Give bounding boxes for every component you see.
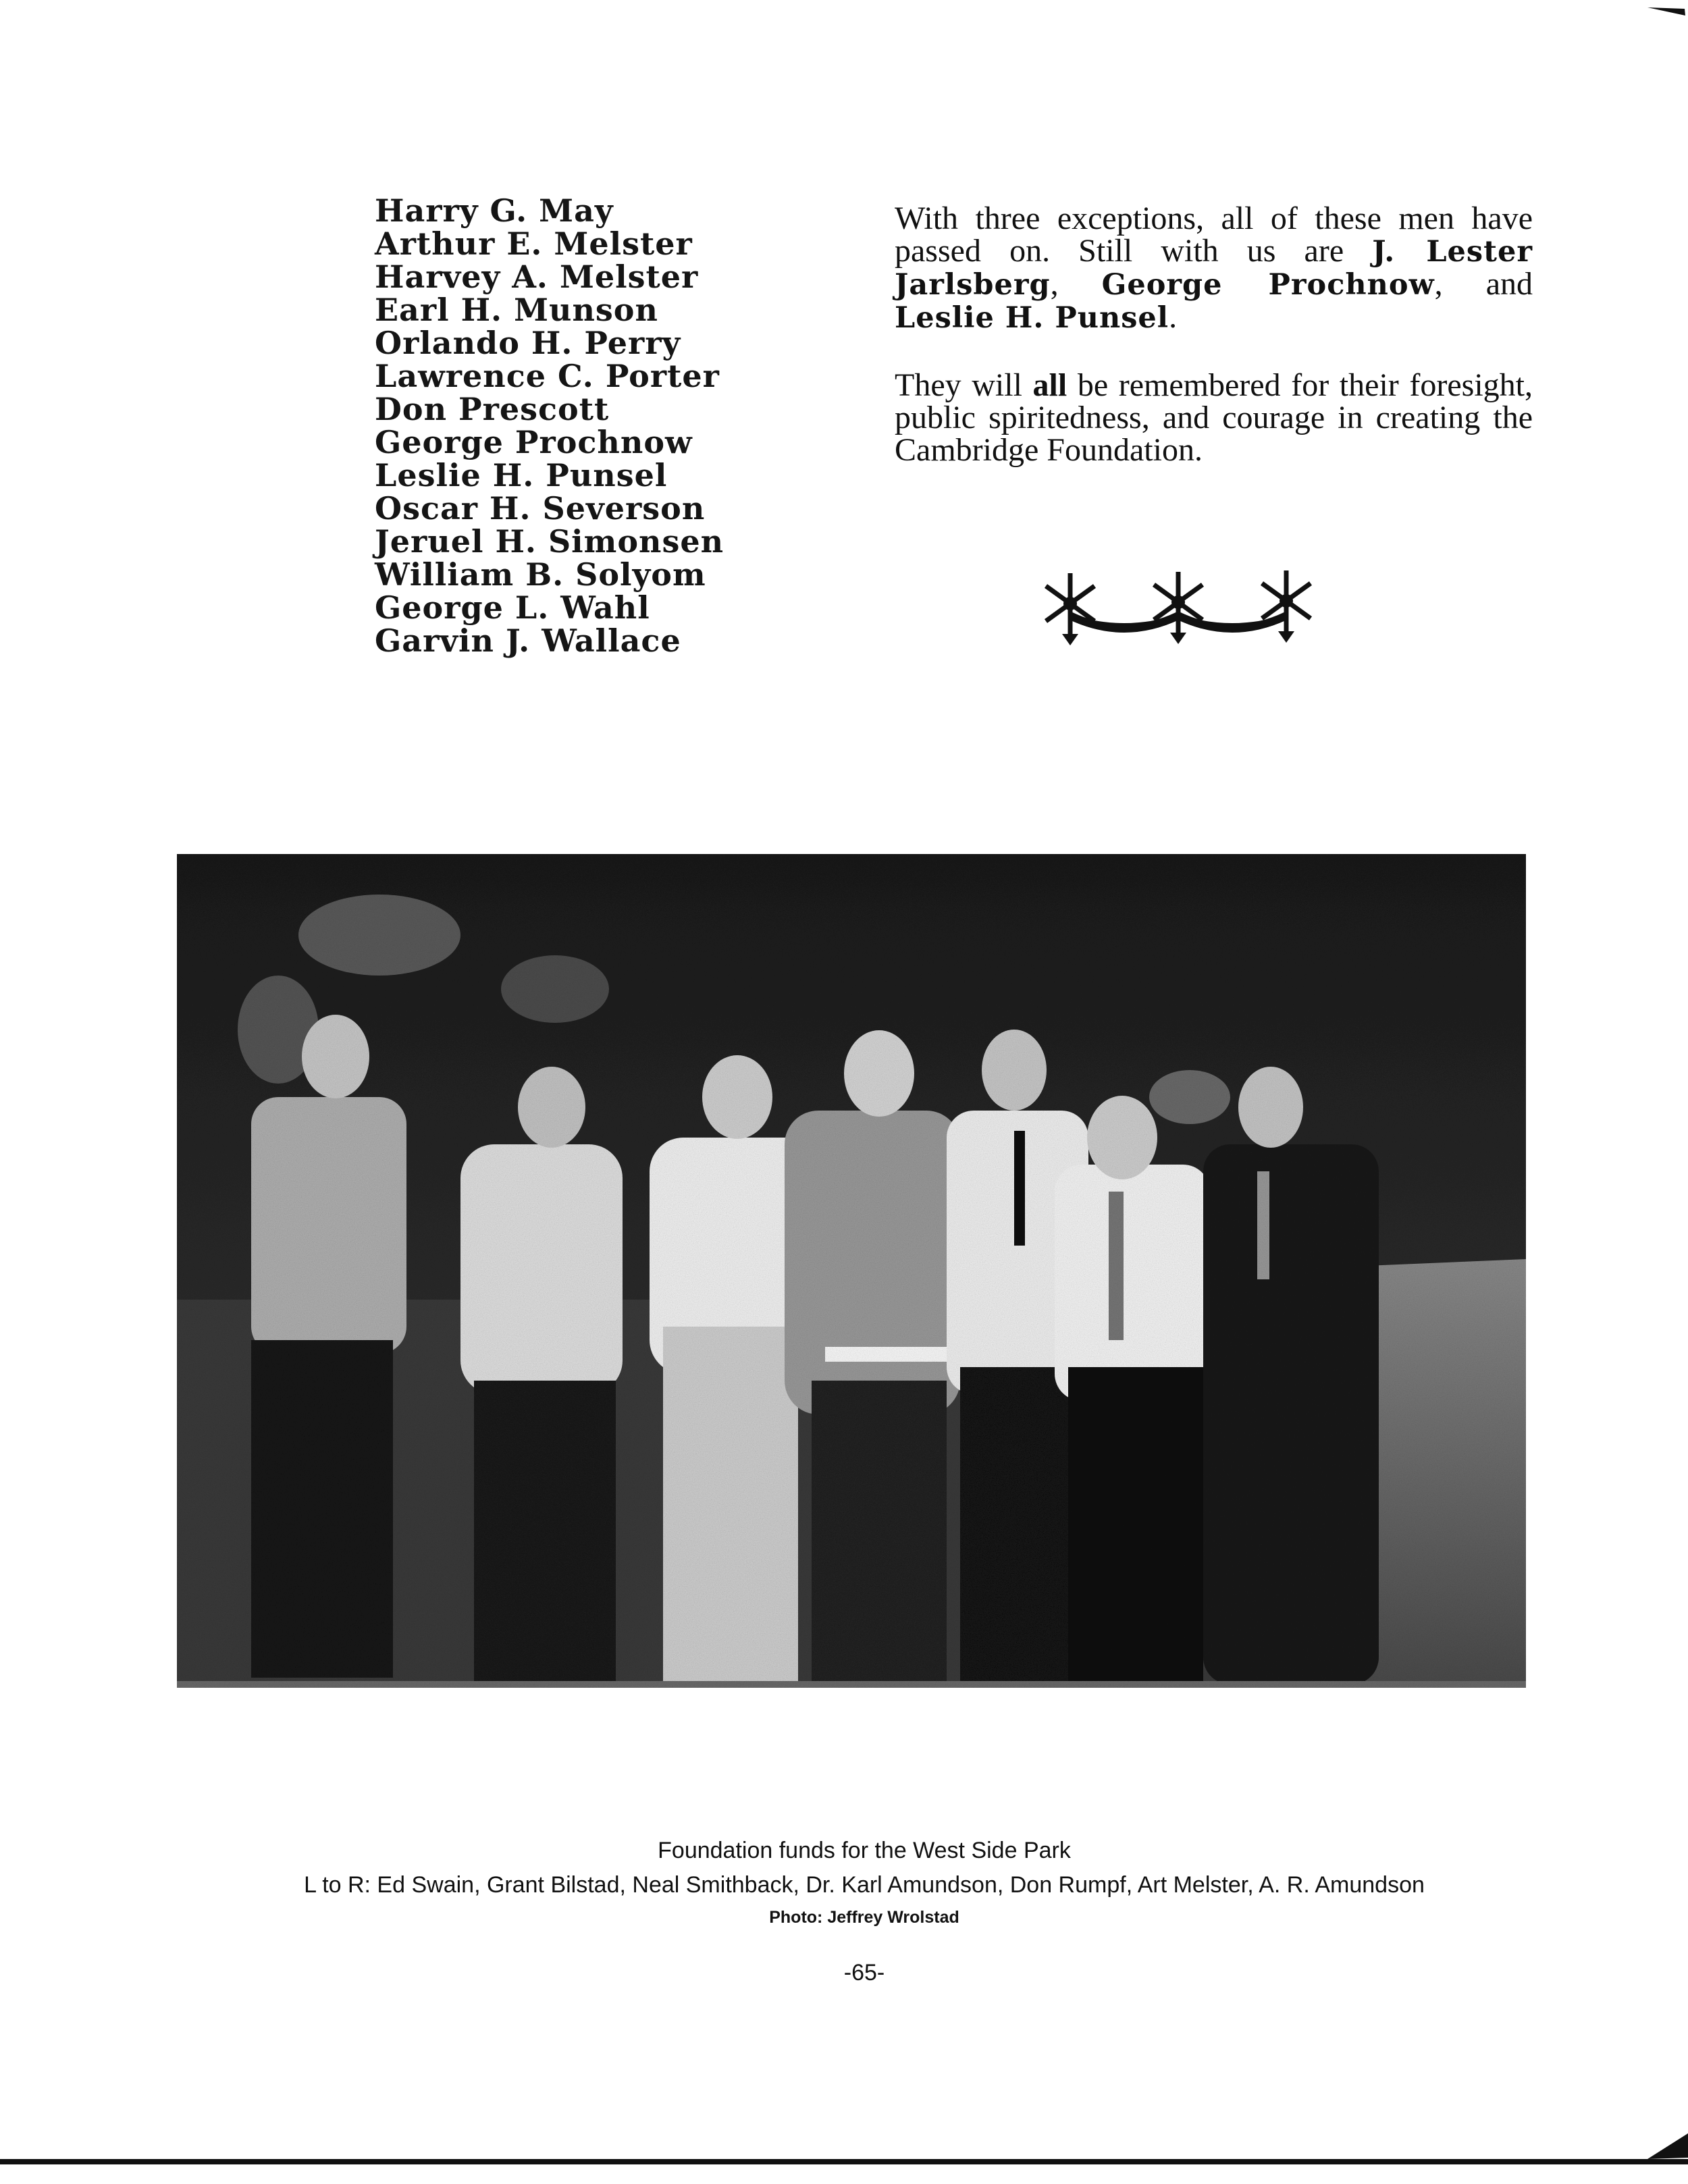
group-photograph <box>177 854 1526 1688</box>
fleuron-center-icon <box>1154 572 1203 644</box>
page-corner-mark-icon <box>1647 2133 1688 2160</box>
caption-title: Foundation funds for the West Side Park <box>658 1838 1071 1863</box>
page-top-mark-icon <box>1647 3 1688 17</box>
list-item: Orlando H. Perry <box>375 325 681 361</box>
right-column-text <box>895 203 1533 502</box>
name-highlight: George Prochnow <box>1101 268 1435 302</box>
list-item: Harry G. May <box>375 192 614 229</box>
emphasis-word: all <box>1032 367 1067 403</box>
paragraph-text: With three exceptions, all of these men have passed on. Still with us are <box>895 201 1533 269</box>
list-item: Leslie H. Punsel <box>375 457 668 494</box>
caption-people: L to R: Ed Swain, Grant Bilstad, Neal Smithback, Dr. Karl Amundson, Don Rumpf, Art Melster, A. R. Amundson <box>304 1872 1425 1898</box>
list-item: William B. Solyom <box>375 556 706 593</box>
fleuron-right-icon <box>1262 570 1311 643</box>
list-item: George L. Wahl <box>375 589 650 626</box>
photo-credit: Photo: Jeffrey Wrolstad <box>769 1908 959 1927</box>
list-item: Earl H. Munson <box>375 292 658 328</box>
page-number: -65- <box>843 1960 885 1986</box>
bottom-rule <box>0 2159 1688 2164</box>
person-art-melster <box>1055 1096 1210 1684</box>
person-grant-bilstad <box>460 1067 623 1684</box>
paragraph-text: . <box>1169 299 1178 335</box>
person-ed-swain <box>251 1015 406 1678</box>
held-document <box>825 1347 947 1362</box>
list-item: Harvey A. Melster <box>375 259 699 295</box>
list-item: Jeruel H. Simonsen <box>375 523 724 560</box>
ornament-divider <box>1043 560 1313 655</box>
list-item: Garvin J. Wallace <box>375 622 681 659</box>
list-item: Lawrence C. Porter <box>375 358 720 394</box>
fleuron-left-icon <box>1046 573 1094 645</box>
survivors-paragraph <box>895 203 1533 334</box>
list-item: Arthur E. Melster <box>375 225 693 262</box>
list-item: George Prochnow <box>375 424 693 460</box>
names-list <box>375 194 726 658</box>
paragraph-text: , and <box>1434 266 1533 302</box>
paragraph-text: , <box>1050 266 1102 302</box>
paragraph-text: They will <box>895 367 1033 403</box>
name-highlight: J. Lester Jarlsberg <box>895 235 1533 302</box>
person-a-r-amundson <box>1203 1067 1379 1684</box>
remembrance-paragraph <box>895 369 1533 467</box>
list-item: Don Prescott <box>375 391 610 427</box>
paragraph-text: be remembered for their foresight, public spiritedness, and courage in creating the Cambridge Foundation. <box>895 367 1533 468</box>
name-highlight: Leslie H. Punsel <box>895 301 1169 335</box>
list-item: Oscar H. Severson <box>375 490 706 527</box>
